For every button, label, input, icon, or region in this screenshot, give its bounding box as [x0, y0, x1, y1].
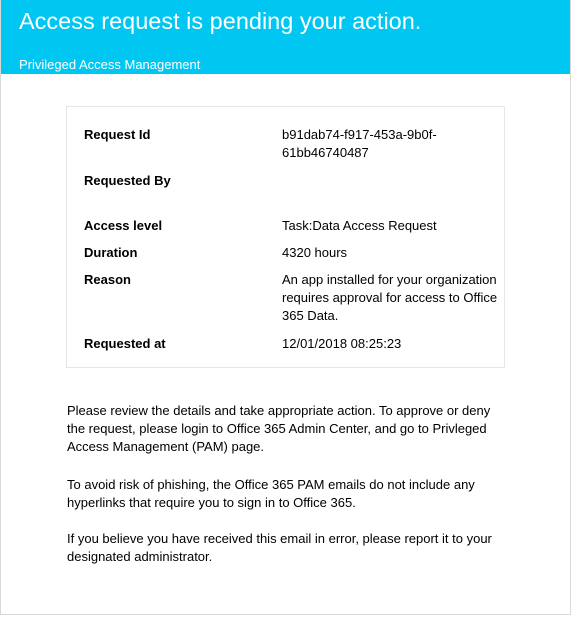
email-title: Access request is pending your action. — [19, 8, 422, 34]
instructions-paragraph: Please review the details and take appropriate action. To approve or deny the request, please login to Office 365 Admin Center, and go to Privleged Access Management (PAM) page. — [67, 403, 491, 454]
detail-label: Duration — [84, 245, 138, 260]
detail-value: b91dab74-f917-453a-9b0f-61bb46740487 — [282, 127, 437, 160]
phishing-notice — [67, 476, 507, 512]
phishing-paragraph: To avoid risk of phishing, the Office 365 PAM emails do not include any hyperlinks that require you to sign in to Office 365. — [67, 477, 475, 510]
detail-label: Requested By — [84, 173, 171, 188]
detail-label: Reason — [84, 272, 131, 287]
email-header-banner — [1, 0, 570, 74]
request-details-panel — [66, 106, 505, 368]
error-paragraph: If you believe you have received this email in error, please report it to your designated administrator. — [67, 531, 492, 564]
error-notice — [67, 530, 507, 566]
detail-label: Request Id — [84, 127, 151, 142]
detail-value: An app installed for your organization requires approval for access to Office 365 Data. — [282, 272, 498, 323]
detail-value: Task:Data Access Request — [282, 218, 437, 233]
detail-value: 4320 hours — [282, 245, 348, 260]
detail-value: 12/01/2018 08:25:23 — [282, 336, 402, 351]
detail-label: Access level — [84, 218, 163, 233]
email-subtitle: Privileged Access Management — [19, 57, 201, 72]
review-instructions — [67, 402, 507, 456]
detail-label: Requested at — [84, 336, 166, 351]
